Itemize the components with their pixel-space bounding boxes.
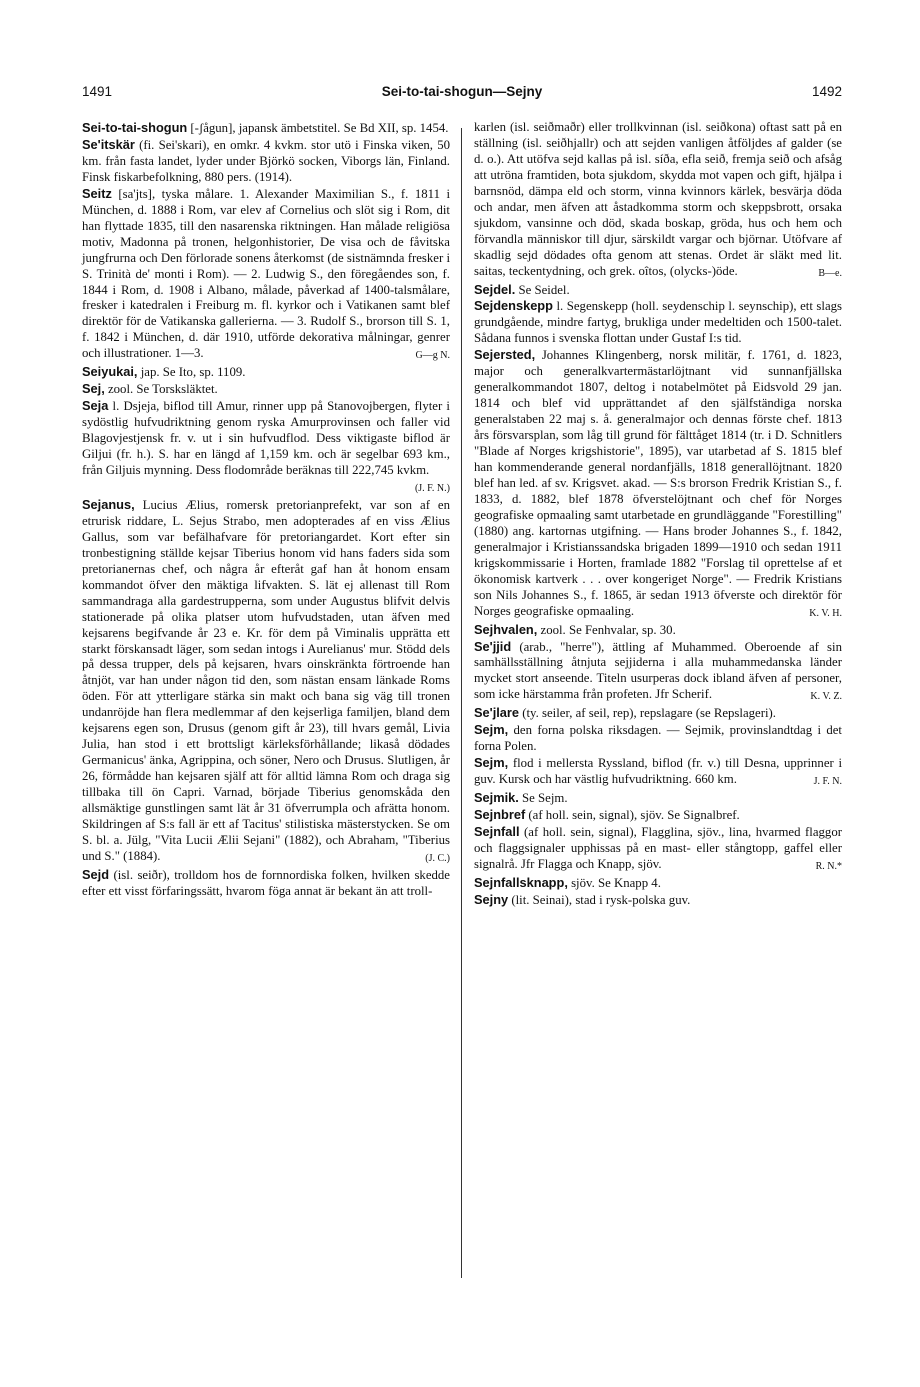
running-title: Sei-to-tai-shogun—Sejny: [381, 84, 543, 99]
dictionary-entry: [82, 137, 450, 186]
author-signature: K. V. H.: [809, 607, 842, 619]
entry-text: (fi. Sei'skari), en omkr. 4 kvkm. stor utö i Finska viken, 50 km. från fasta landet, lyder under Björkö socken, Viborgs län, Finland. Finsk fiskarbefolkning, 880 pers. (1914).: [82, 137, 451, 184]
entry-text: Johannes Klingenberg, norsk militär, f. 1761, d. 1823, major och generalkvartermästarlöjtnant vid sunnanfjällska generalkommandot 1807, deltog i notabelmötet på Eidsvold 29 jan. 1814 och blef vid upprättandet af den själfständiga norska generalstaben 22 maj s. å. generalmajor och dennas förste chef. 1813 års försvarsplan, som låg till grund för fälttåget 1814 (tr. i D. Schnitlers "Blade af Norges krigshistorie", 1895), var utarbetad af S. 1815 blef han kommenderande general nordanfjälls, 1818 generallöjtnant. 1820 blef han led. af sv. Krigsvet. akad. — S:s brorson Fredrik Kristian S., f. 1833, d. 1882, blef 1878 öfverstelöjtnant och chef för Norges geografiske opmaaling samt utarbetade en grundläggande "Forestilling" (1880) ang. kartornas utgifning. — Hans broder Johannes S., f. 1842, generalmajor i Kristianssandska brigaden 1899—1910 och sedan 1911 krigskommissarie i Horten, framlade 1882 "Forslag til oprettelse af et ökonomisk kartverk . . . over kongeriget Norge". — Fredrik Kristians son Nils Johannes S., f. 1865, är sedan 1913 öfverste och direktör för Norges geografiske opmaaling.: [474, 348, 842, 618]
entry-headword: Sejanus,: [82, 496, 135, 512]
dictionary-entry: [82, 186, 450, 364]
dictionary-entry: [474, 120, 842, 282]
entry-headword: Sej,: [82, 381, 105, 397]
entry-headword: Sejdel.: [474, 281, 516, 297]
entry-headword: Sejersted,: [474, 347, 536, 363]
entry-text: (af holl. sein, signal), Flagglina, sjöv., lina, hvarmed flaggor och flaggsignaler upphissas på en mast- eller stångtopp, gaffel eller signalrå. Jfr Flagga och Knapp, sjöv.: [474, 824, 842, 871]
column-divider: [461, 128, 462, 1278]
dictionary-entry: [82, 398, 450, 497]
entry-text: flod i mellersta Ryssland, biflod (fr. v.) till Desna, upprinner i guv. Kursk och har västlig hufvudriktning. 660 km.: [474, 756, 842, 787]
entry-headword: Sejnbref: [474, 807, 526, 823]
entry-headword: Seja: [82, 398, 109, 414]
dictionary-entry: [474, 892, 842, 909]
entry-text: Lucius Ælius, romersk pretorianprefekt, var son af en etrurisk riddare, L. Sejus Strabo, men adopterades af en viss Ælius Gallus, som var befälhafvare för pretoriangardet. Kort efter sin tronbestigning ställde kejsar Tiberius honom vid hans faders sida som pretorianernas chef, och några år efteråt gaf han åt honom ensam kommandot öfver den mäktiga lifvakten. S. lät ej allenast till Rom sammandraga alla gardestrupperna, som under Augustus blifvit delvis stationerade på olika platser utom hufvudstaden, utan äfven med kejsarens begifvande år 23 e. Kr. för dem på Viminalis upprätta ett starkt förskansadt läger, som sedan intogs i Aurelianus' mur. Stödd dels på dessa trupper, dels på kejsaren, hvars oinskränkta förtroende han åtnjöt, var han under någon tid den, som nästan ensam länkade Roms öden. För att ytterligare stärka sin makt och bana sig väg till tronen undanröjde han flera medlemmar af den kejserliga familjen, bland dem kejsarens egen son, Drusus (genom gift år 23), till hvars gemål, Livia Julia, han stod i ett brottsligt kärleksförhållande; likaså dödades Germanicus' änka, Agrippina, och söner, Nero och Drusus. Slutligen, år 26, förmådde han kejsaren själf att för alltid lämna Rom och draga sig tillbaka till ön Capri. Varnad, började Tiberius genomskåda den allsmäktige gunstlingen samt lät år 31 öfverrumpla och afrätta honom. Skildringen af S:s fall är ett af Tacitus' stilistiska mästerstycken. Se om S. bl. a. Jülg, "Vita Lucii Ælii Sejani" (1882), och Abraham, "Tiberius und S." (1884).: [82, 497, 451, 863]
dictionary-entry: [474, 807, 842, 824]
entry-text: zool. Se Torsksläktet.: [107, 382, 218, 397]
dictionary-entry: [474, 622, 842, 639]
dictionary-entry: [474, 722, 842, 755]
author-signature: (J. F. N.): [414, 482, 450, 494]
entry-headword: Sejm,: [474, 722, 509, 738]
author-signature: K. V. Z.: [810, 691, 842, 703]
entry-text: jap. Se Ito, sp. 1109.: [140, 365, 246, 380]
entry-text: Se Sejm.: [522, 791, 568, 806]
entry-headword: Seitz: [82, 185, 112, 201]
entry-headword: Sejmik.: [474, 790, 519, 806]
entry-headword: Sejhvalen,: [474, 621, 538, 637]
entry-headword: Se'jlare: [474, 705, 520, 721]
left-page-number: 1491: [82, 84, 113, 99]
entry-headword: Sejdenskepp: [474, 298, 553, 314]
dictionary-entry: [474, 347, 842, 621]
entry-headword: Sejm,: [474, 755, 509, 771]
entry-headword: Sei-to-tai-shogun: [82, 120, 188, 135]
dictionary-entry: [474, 282, 842, 299]
entry-text: (ty. seiler, af seil, rep), repslagare (se Repslageri).: [522, 706, 777, 721]
author-signature: J. F. N.: [813, 776, 842, 788]
entry-text: den forna polska riksdagen. — Sejmik, provinslandtdag i det forna Polen.: [474, 723, 842, 754]
dictionary-entry: [474, 298, 842, 347]
dictionary-entry: [474, 790, 842, 807]
entry-text: [-ʃågun], japansk ämbetstitel. Se Bd XII, sp. 1454.: [190, 121, 449, 135]
entry-text: (lit. Seinai), stad i rysk-polska guv.: [511, 892, 691, 907]
entry-text: l. Segenskepp (holl. seydenschip l. seynschip), ett slags grundgående, mindre fartyg, brukliga under medeltiden och 1500-talet. Sådana funnos i svenska flottan under Gustaf I:s tid.: [474, 299, 843, 346]
entry-text: karlen (isl. seiðmaðr) eller trollkvinnan (isl. seiðkona) oftast satt på en ställning (isl. seiðhjallr) och att sejden vanligen åtföljdes af galder (se d. o.). Att utöfva sejd kallas på isl. síða, efla seið, fremja seið och afsåg att utröna framtiden, bota sjukdom, skydda mot vapen och gift, hjälpa i barnsnöd, dämpa eld och storm, vinna kvinnors kärlek, besvärja döda och andar, men äfven att åstadkomma storm och skeppsbrott, orsaka sjukdom, vansinne och död, skada boskap, gröda, hus och hem och förvandla människor till djur, särskildt vargar och björnar. Utöfvare af skadlig sejd dödades ofta genom att stenas. Ordet är släkt med lit. saitas, teckentydning, och grek. oîtos, (olycks-)öde.: [474, 120, 842, 278]
right-page-number: 1492: [811, 84, 842, 99]
entry-headword: Se'jjid: [474, 638, 512, 654]
dictionary-entry: [474, 705, 842, 722]
dictionary-entry: [82, 497, 450, 867]
dictionary-entry: [474, 824, 842, 875]
entry-headword: Sejd: [82, 866, 110, 882]
dictionary-entry: [82, 867, 450, 900]
entry-headword: Seiyukai,: [82, 364, 138, 380]
dictionary-entry: [82, 381, 450, 398]
entry-text: [sa'jts], tyska målare. 1. Alexander Maximilian S., f. 1811 i München, d. 1888 i Rom, var elev af Cornelius och slöt sig i Rom, dit han flyttade 1835, till den nasarenska riktningen. Han målade religiösa motiv, Madonna på tronen, helgonhistorier, De visa och de fåvitska jungfrurna och Den förlorade sonens återkomst (de sistnämnda fresker i S. Trinità de' monti i Rom). — 2. Ludwig S., den föregåendes son, f. 1844 i Rom, d. 1908 i Albano, målade, påverkad af 1400-talsmålare, fresker i katedralen i Freiburg m. fl. kyrkor och i Vatikanen samt blef direktör för de Vatikanska gallerierna. — 3. Rudolf S., brorson till S. 1, f. 1842 i München, d. där 1910, utförde dekorativa målningar, genrer och illustrationer. 1—3.: [82, 186, 451, 361]
entry-headword: Sejnfall: [474, 823, 520, 839]
right-column: [474, 120, 842, 909]
author-signature: (J. C.): [425, 852, 450, 864]
page-header: [82, 84, 842, 106]
entry-text: (isl. seiðr), trolldom hos de fornnordiska folken, hvilken skedde efter ett visst förfaringssätt, hvarom föga annat är bekant än att troll-: [82, 867, 450, 898]
left-column: [82, 120, 450, 900]
dictionary-entry: [82, 120, 450, 137]
entry-headword: Sejnfallsknapp,: [474, 874, 568, 890]
dictionary-entry: [474, 875, 842, 892]
author-signature: B—e.: [818, 267, 842, 279]
author-signature: R. N.*: [815, 860, 842, 872]
dictionary-entry: [474, 755, 842, 790]
entry-headword: Sejny: [474, 891, 509, 907]
author-signature: G—g N.: [415, 350, 450, 362]
dictionary-entry: [82, 364, 450, 381]
entry-text: sjöv. Se Knapp 4.: [571, 875, 661, 890]
entry-text: l. Dsjeja, biflod till Amur, rinner upp på Stanovojbergen, flyter i sydöstlig hufvudriktning genom ryska Amurprovinsen och faller vid Blagovjestjensk fr. v. ut i sin hufvudflod. Dess viktigaste biflod är Giljui (fr. h.). S. har en längd af 1,159 km. och är segelbar 693 km., från Giljuis mynning. Dess flodområde beräknas till 222,745 kvkm.: [82, 399, 450, 478]
entry-text: zool. Se Fenhvalar, sp. 30.: [540, 622, 676, 637]
dictionary-entry: [474, 639, 842, 706]
entry-text: (arab., "herre"), ättling af Muhammed. Oberoende af sin samhällsställning åtnjuta sejjiderna i alla muhammedanska länder mycket stort anseende. Titeln usurperas dock ibland äfven af personer, som icke härstamma från profeten. Jfr Scherif.: [474, 639, 842, 702]
entry-headword: Se'itskär: [82, 136, 135, 152]
entry-text: (af holl. sein, signal), sjöv. Se Signalbref.: [528, 808, 740, 823]
entry-text: Se Seidel.: [518, 282, 570, 297]
